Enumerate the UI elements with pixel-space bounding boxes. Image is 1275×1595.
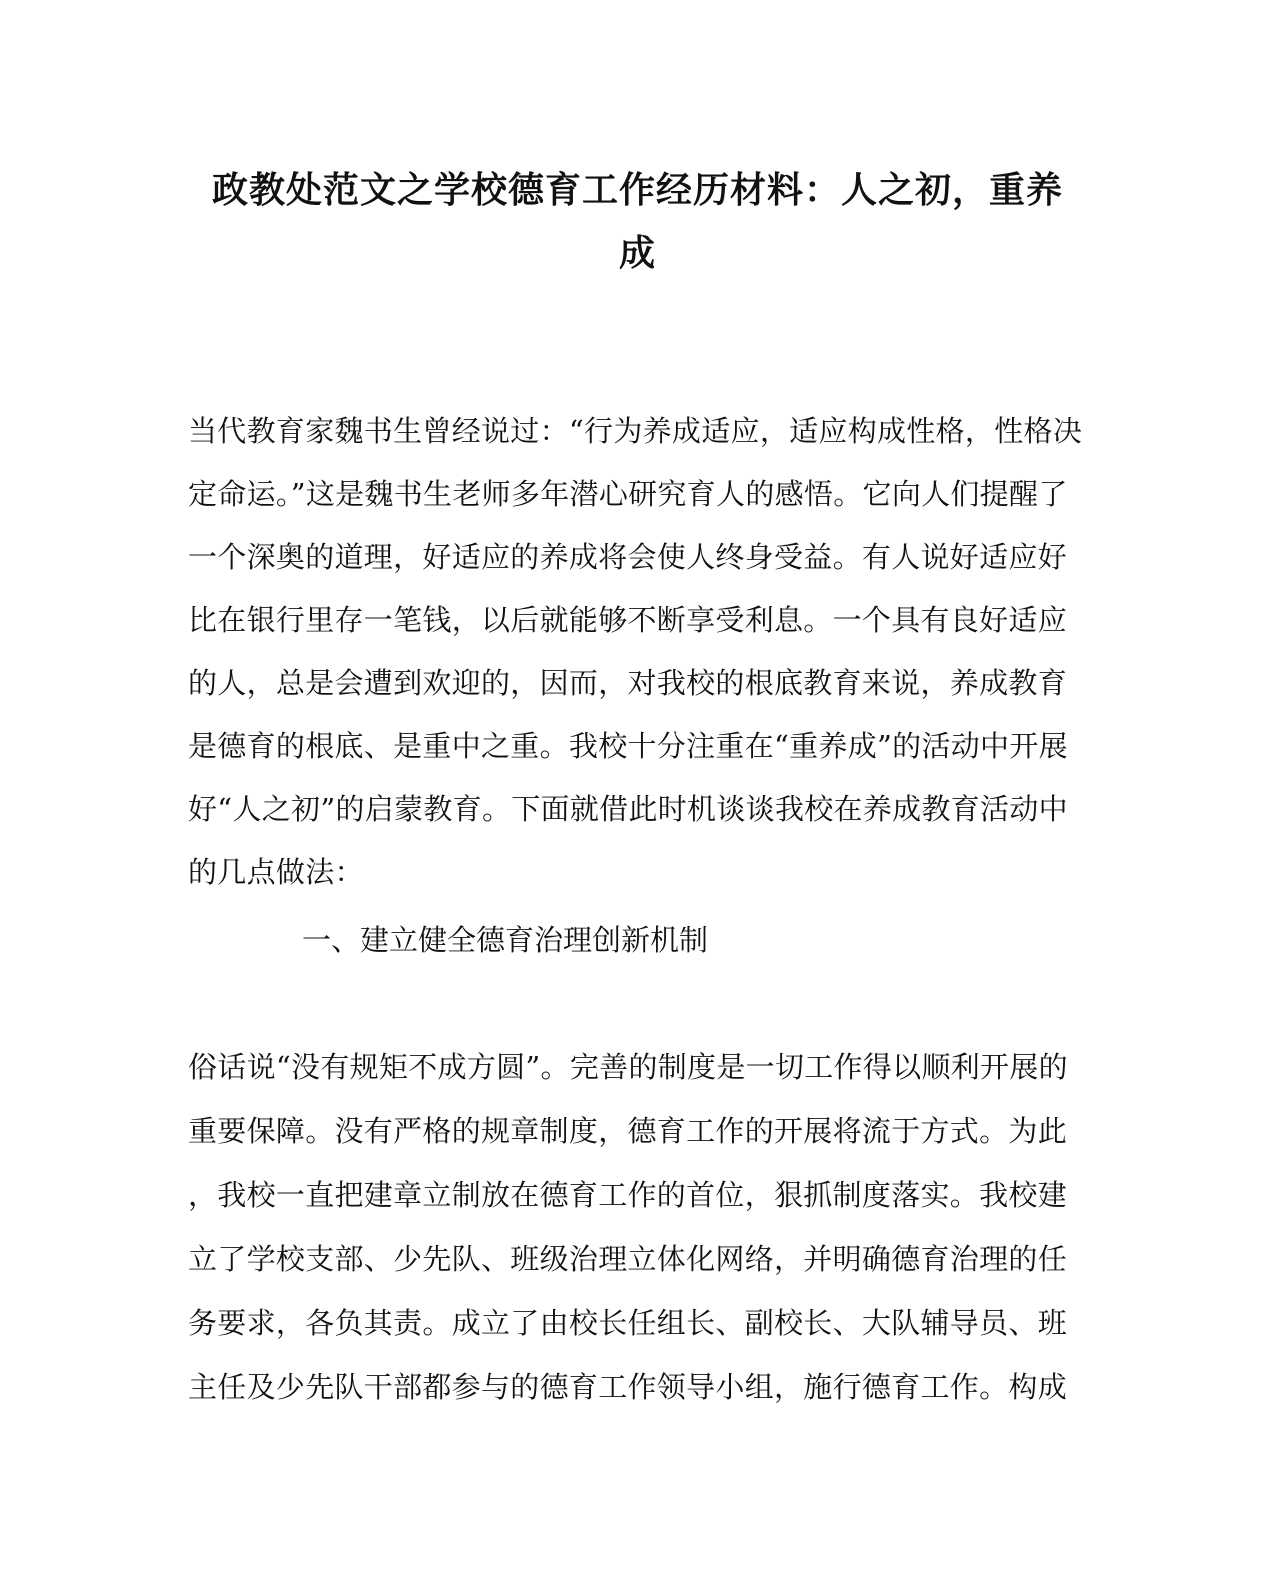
paragraph-line: 务要求，各负其责。成立了由校长任组长、副校长、大队辅导员、班 — [188, 1306, 1068, 1340]
paragraph-line: 比在银行里存一笔钱，以后就能够不断享受利息。一个具有良好适应 — [188, 603, 1068, 637]
document-title-line-1: 政教处范文之学校德育工作经历材料：人之初，重养 — [211, 170, 1063, 211]
section-heading: 一、建立健全德育治理创新机制 — [302, 923, 709, 957]
paragraph-line: 当代教育家魏书生曾经说过：“行为养成适应，适应构成性格，性格决 — [188, 414, 1083, 448]
paragraph-line: 定命运。”这是魏书生老师多年潜心研究育人的感悟。它向人们提醒了 — [188, 477, 1068, 511]
paragraph-line: 是德育的根底、是重中之重。我校十分注重在“重养成”的活动中开展 — [188, 729, 1068, 763]
paragraph-line: 的人，总是会遭到欢迎的，因而，对我校的根底教育来说，养成教育 — [188, 666, 1068, 700]
paragraph-line: 立了学校支部、少先队、班级治理立体化网络，并明确德育治理的任 — [188, 1242, 1068, 1276]
paragraph-line: 好“人之初”的启蒙教育。下面就借此时机谈谈我校在养成教育活动中 — [188, 792, 1068, 826]
paragraph-line: 一个深奥的道理，好适应的养成将会使人终身受益。有人说好适应好 — [188, 540, 1068, 574]
document-title-line-2: 成 — [618, 233, 656, 274]
paragraph-line: 的几点做法： — [188, 855, 364, 889]
paragraph-line: 主任及少先队干部都参与的德育工作领导小组，施行德育工作。构成 — [188, 1370, 1068, 1404]
paragraph-line: 重要保障。没有严格的规章制度，德育工作的开展将流于方式。为此 — [188, 1114, 1068, 1148]
paragraph-line: 俗话说“没有规矩不成方圆”。完善的制度是一切工作得以顺利开展的 — [188, 1050, 1068, 1084]
paragraph-line: ，我校一直把建章立制放在德育工作的首位，狠抓制度落实。我校建 — [188, 1178, 1068, 1212]
